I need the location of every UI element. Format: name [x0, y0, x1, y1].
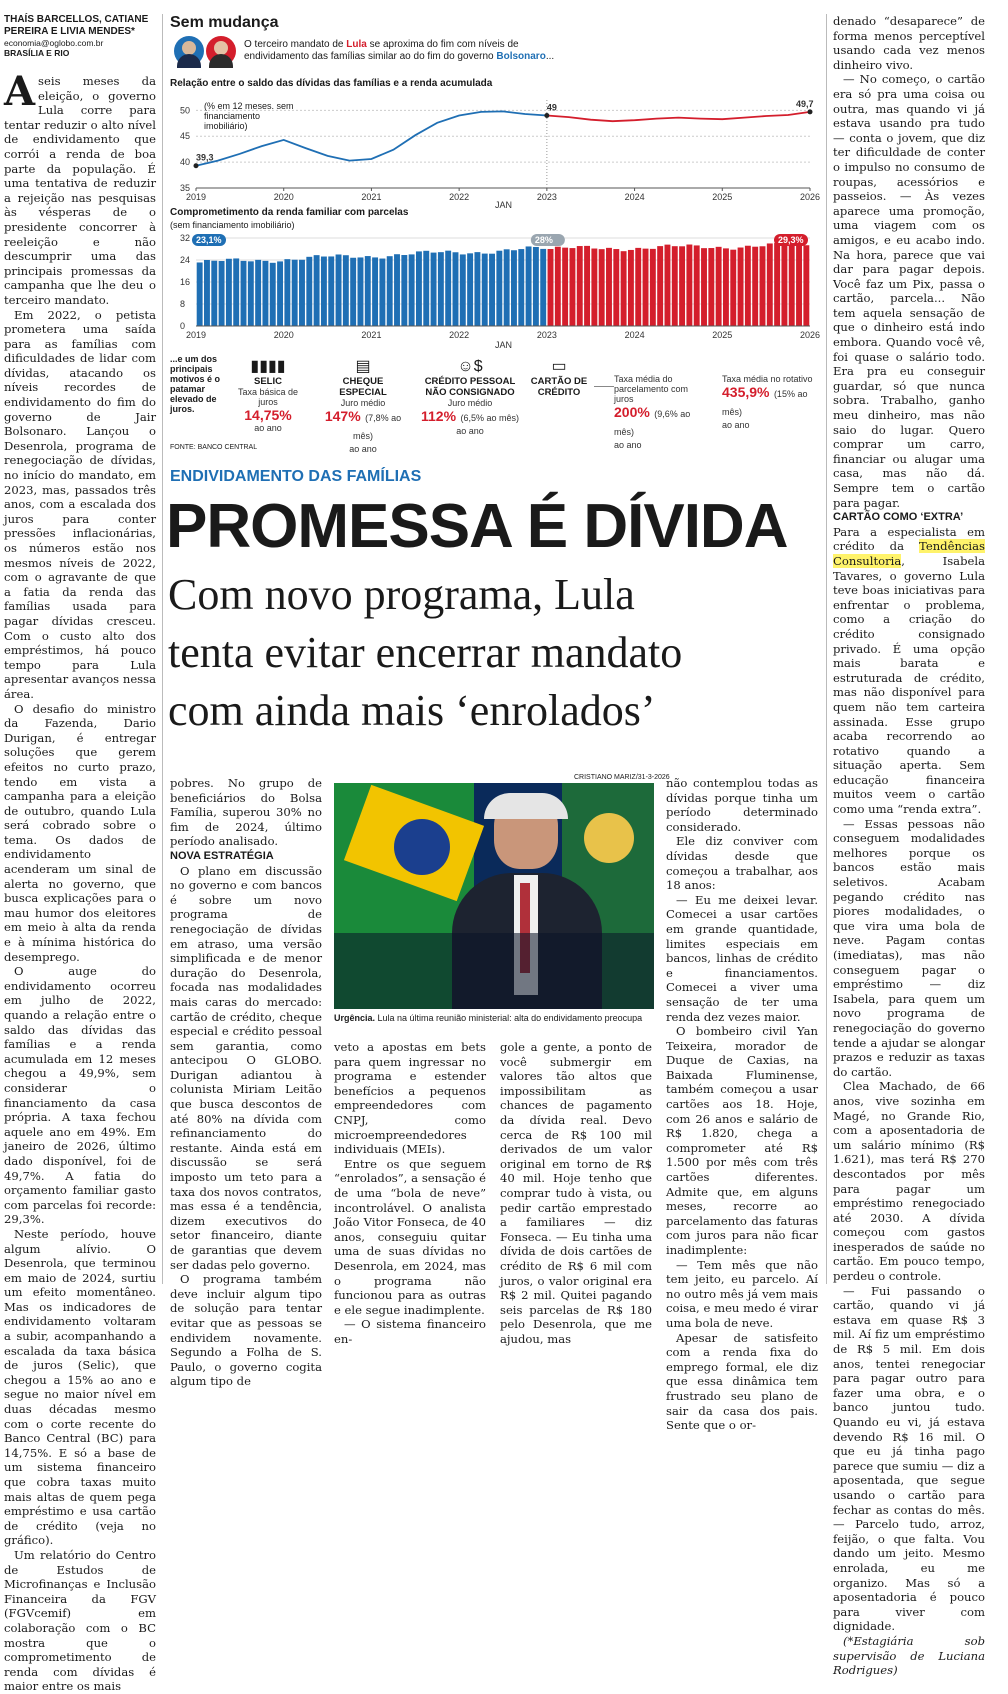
bar-chart-icon: ▮▮▮▮ — [250, 358, 286, 375]
x-tick-label: 2021 — [361, 192, 382, 202]
bar — [321, 257, 327, 326]
infographic — [170, 14, 825, 454]
bar — [752, 247, 758, 326]
photo-credit: CRISTIANO MARIZ/31-3-2026 — [574, 774, 670, 781]
cheque-value: 147% — [324, 408, 361, 424]
bar — [738, 248, 744, 326]
bar — [511, 250, 517, 326]
bar — [445, 251, 451, 326]
bar — [635, 248, 641, 326]
headline: PROMESSA É DÍVIDA — [166, 492, 788, 561]
bar — [453, 252, 459, 326]
stat-cheque-especial: ▤ CHEQUE ESPECIAL Juro médio 147% (7,8% ao mês) ao ano — [318, 358, 408, 454]
bar — [284, 259, 290, 326]
bar — [657, 246, 663, 326]
bar — [431, 253, 437, 326]
data-label: 39,3 — [196, 152, 214, 163]
bar — [299, 260, 305, 326]
data-point — [544, 113, 549, 118]
bar — [248, 261, 254, 326]
bar-chart-note: (sem financiamento imobiliário) — [170, 220, 295, 230]
col6-paragraph: — Essas pessoas não conseguem modalidades melhores porque os bancos estão mais seletivos. Acabam pegando crédito nas piores modalidades, o que vira uma bola de neve. Pagam contas (imediatas), mas não conseguem pagar o empréstimo — diz Isabela, para quem um novo programa de renegociação do governo tende a ajudar se alongar prazos e reduzir as taxas do cartão. — [833, 816, 985, 1079]
y-tick-label: 0 — [180, 321, 186, 331]
bar — [277, 261, 283, 326]
bar — [599, 249, 605, 326]
bar — [387, 256, 393, 326]
bar — [350, 258, 356, 326]
bar — [460, 254, 466, 326]
bar — [211, 261, 217, 326]
bar — [621, 251, 627, 326]
bar — [643, 249, 649, 326]
bar — [504, 249, 510, 326]
bar — [233, 258, 239, 326]
bar — [489, 254, 495, 326]
bar — [760, 246, 766, 326]
x-tick-label: 2024 — [624, 192, 645, 202]
bar — [328, 256, 334, 326]
x-tick-label: 2026 — [800, 330, 821, 340]
stats-intro: ...e um dos principais motivos é o patamar elevado de juros. — [170, 354, 221, 414]
y-tick-label: 32 — [180, 233, 191, 243]
article-column-4 — [500, 1040, 652, 1346]
byline-authors: THAÍS BARCELLOS, CATIANE PEREIRA E LIVIA MENDES* — [4, 14, 149, 37]
col6-paragraph: — Fui passando o cartão, quando vi já estava em quase R$ 3 mil. Aí fiz um empréstimo de R$ 5 mil. Em dois anos, tentei renegociar para pagar outro para fazer uma obra, e o banco juntou tudo. Quando eu vi, já estava devendo R$ 16 mil. O que eu já tinha pago parece que sumiu — diz a aposentada, que segue usando o cartão para fechar as contas do mês. — Parcelo tudo, arroz, feijão, o que falta. Vou dando um jeito. Mesmo enrolada, eu me organizo. Mas só a aposentadoria é pouco para viver com dignidade. — [833, 1283, 985, 1634]
col5-paragraph: Apesar de satisfeito com a renda fixa do emprego formal, ele diz que essa dinâmica tem frustrado seu plano de sair da casa dos pais. Sente que o or- — [666, 1330, 818, 1433]
bar — [533, 247, 539, 326]
data-point — [194, 163, 199, 168]
article-column-5 — [666, 776, 818, 1433]
bar — [650, 249, 656, 326]
col1-paragraph: Neste período, houve algum alívio. O Desenrola, que terminou em maio de 2024, surtiu um efeito momentâneo. Mas os indicadores de endividamento voltaram a subir, acompanhando a escalada da taxa básica de juros (Selic), que chegou a 15% ao ano e segue no maior nível em duas décadas mesmo com o corte recente do Banco Central (BC) para 14,75%. E só a base de um sistema financeiro que cobra taxas muito mais altas de quem pega empréstimo e usa cartão de crédito (veja no gráfico). — [4, 1226, 156, 1548]
selic-value: 14,75% — [244, 407, 292, 423]
byline — [4, 14, 162, 58]
stat-selic: ▮▮▮▮ SELIC Taxa básica de juros 14,75% ao ano — [232, 358, 304, 433]
bar — [372, 257, 378, 326]
col1-paragraph: Em 2022, o petista prometera uma saída para as famílias com dificuldades de lidar com dívidas, atacando os níveis recordes de endividamento do fim do governo de Jair Bolsonaro. Lançou o Desenrola, programa de renegociação de dívidas, no início do mandato, em 2023, mas, passados três anos, com a escalada dos juros para conter pressões inflacionárias, os números estão nos mesmos níveis de 2022, com o agravante de que a fatia da renda das famílias usada para pagar dívidas cresceu. Com o custo alto dos empréstimos, há pouco tempo para Lula apresentar avanços nessa área. — [4, 307, 156, 701]
col5-paragraph: não contemplou todas as dívidas porque tinha um período determinado considerado. — [666, 776, 818, 834]
bar — [796, 243, 802, 326]
col2-paragraph: O plano em discussão no governo e com bancos é sobre um novo programa de renegociação de dívidas em atraso, uma versão simplificada e de menor duração do Desenrola, focada nas modalidades mais caras do mercado: cartão de crédito, cheque especial e crédito pessoal sem garantia, como antecipou O GLOBO. Durigan adiantou à colunista Miriam Leitão que busca descontos de até 80% na dívida com refinanciamento do restante. Ainda está em discussão se será imposto um teto para a taxa dos novos contratos, mas essa é a tendência, dizem executivos do setor financeiro, diante de garantias que devem ser dadas pelo governo. — [170, 863, 322, 1272]
infographic-intro: O terceiro mandato de Lula se aproxima do fim com níveis de endividamento das famílias similar ao do fim do governo Bolsonaro... — [244, 39, 555, 62]
bar — [613, 249, 619, 326]
bar — [474, 252, 480, 326]
bolsonaro-avatar — [174, 36, 204, 66]
intro-lula: Lula — [346, 39, 367, 50]
x-tick-label: 2019 — [186, 330, 207, 340]
source: FONTE: BANCO CENTRAL — [170, 444, 258, 451]
bar — [577, 246, 583, 326]
col6-paragraph: denado “desaparece” de forma menos perceptível usando cada vez menos dinheiro vivo. — [833, 14, 985, 72]
bar — [606, 248, 612, 326]
y-tick-label: 8 — [180, 299, 186, 309]
bar — [716, 247, 722, 326]
bar — [401, 255, 407, 326]
stat-cartao: ▭ CARTÃO DE CRÉDITO — [526, 358, 592, 398]
bar — [708, 248, 714, 326]
x-tick-label: 2021 — [361, 330, 382, 340]
article-column-3 — [334, 1040, 486, 1346]
bar — [548, 249, 554, 326]
bar — [745, 246, 751, 326]
kicker: ENDIVIDAMENTO DAS FAMÍLIAS — [170, 468, 422, 485]
x-axis-mark: JAN — [495, 200, 513, 210]
data-label: 49,7 — [796, 98, 814, 109]
bar — [204, 260, 210, 326]
col3-paragraph: Entre os que seguem “enrolados”, a sensação é de uma “bola de neve” incontrolável. O analista João Vitor Fonseca, de 40 anos, conseguiu quitar uma de suas dívidas no Desenrola, em 2024, mas o programa não funcionou para as outras e ele segue inadimplente. — [334, 1156, 486, 1317]
parcelado-value: 200% — [614, 404, 650, 420]
bar — [665, 245, 671, 326]
bar — [394, 254, 400, 326]
bar — [409, 254, 415, 326]
y-tick-label: 16 — [180, 277, 191, 287]
y-tick-label: 50 — [180, 105, 191, 116]
bar — [789, 245, 795, 326]
bar — [358, 257, 364, 326]
bar — [526, 246, 532, 326]
line-chart-note: (% em 12 meses. sem financiamento imobiliário) — [204, 101, 294, 131]
bar — [219, 261, 225, 326]
col6-paragraph: Clea Machado, de 66 anos, vive sozinha em Magé, no Grande Rio, com a aposentadoria de um salário mínimo (R$ 1.621), mas terá R$ 270 descontados por mês para pagar um empréstimo renegociado até 2030. A dívida começou com gastos inesperados de saúde no cartão. Em pouco tempo, perdeu o controle. — [833, 1079, 985, 1284]
bar — [723, 248, 729, 326]
bar — [438, 252, 444, 326]
col1-paragraph: O desafio do ministro da Fazenda, Dario Durigan, é entregar soluções que gerem efeitos no curto prazo, tendo em vista a campanha para a eleição de outubro, quando Lula será cobrado sobre o tema. Os dados de endividamento acenderam um sinal de alerta no governo, que busca explicações para o mau humor dos eleitores em meio à alta da renda e à mínima histórica do desemprego. — [4, 701, 156, 964]
bar — [365, 256, 371, 326]
infographic-title: Sem mudança — [170, 14, 279, 31]
col4-paragraph: gole a gente, a ponto de você submergir em valores tão altos que impossibilitam as chances de pagamento da dívida real. Devo cerca de R$ 100 mil derivados de um valor original em torno de R$ 40 mil. Hoje tenho que comprar tudo à vista, ou pedir cartão emprestado a familiares — diz Fonseca. — Eu tinha uma dívida de dois cartões de crédito de R$ 6 mil com juros, o valor original era R$ 2 mil. Quitei pagando seis parcelas de R$ 180 pelo Desenrola, que me ajudou, mas — [500, 1040, 652, 1346]
bar — [767, 243, 773, 326]
col3-paragraph: — O sistema financeiro en- — [334, 1317, 486, 1346]
x-tick-label: 2023 — [536, 192, 557, 202]
drop-cap: A — [4, 68, 36, 115]
bar — [197, 262, 203, 326]
x-tick-label: 2024 — [624, 330, 645, 340]
x-tick-label: 2025 — [712, 330, 733, 340]
bar — [416, 251, 422, 326]
bar — [336, 254, 342, 326]
y-tick-label: 35 — [180, 183, 191, 193]
col5-paragraph: Ele diz conviver com dívidas desde que começou a trabalhar, aos 18 anos: — [666, 834, 818, 893]
value-badge-label: 23,1% — [196, 235, 222, 245]
bar — [379, 259, 385, 326]
person-money-icon: ☺$ — [457, 358, 483, 375]
column-divider — [826, 14, 827, 1284]
lula-avatar — [206, 36, 236, 66]
bar — [562, 248, 568, 326]
x-tick-label: 2022 — [449, 330, 470, 340]
footnote: (*Estagiária sob supervisão de Luciana Rodrigues) — [833, 1633, 985, 1678]
subhead: CARTÃO COMO ‘EXTRA’ — [833, 511, 964, 524]
bar — [672, 246, 678, 326]
stat-parcelamento: Taxa média do parcelamento com juros 200% (9,6% ao mês) ao ano — [614, 374, 691, 450]
bar — [555, 247, 561, 326]
data-label: 49 — [546, 102, 557, 113]
y-tick-label: 24 — [180, 255, 191, 265]
article-column-1 — [4, 68, 156, 1694]
bar — [803, 245, 809, 326]
stat-credito-pessoal: ☺$ CRÉDITO PESSOAL NÃO CONSIGNADO Juro médio 112% (6,5% ao mês) ao ano — [420, 358, 520, 436]
bar — [569, 248, 575, 326]
bar — [270, 263, 276, 326]
bar — [423, 251, 429, 326]
data-point — [808, 109, 813, 114]
bar — [679, 246, 685, 326]
bar — [262, 261, 268, 326]
bar-chart — [170, 232, 825, 352]
col5-paragraph: O bombeiro civil Yan Teixeira, morador de Duque de Caxias, na Baixada Fluminense, também começou a usar cartões aos 18. Hoje, com 26 anos e salário de R$ 1.820, chega a comprometer até R$ 1.500 por mês com três cartões diferentes. Admite que, em alguns meses, recorre ao parcelamento das faturas com juros para não ficar inadimplente: — [666, 1024, 818, 1257]
intro-bolsonaro: Bolsonaro — [496, 51, 546, 62]
x-axis-mark: JAN — [495, 340, 513, 350]
rotativo-value: 435,9% — [722, 384, 770, 400]
credit-card-icon: ▭ — [551, 358, 567, 375]
x-tick-label: 2023 — [536, 330, 557, 340]
col6-paragraph: Para a especialista em crédito da Tendências Consultoria, Isabela Tavares, o governo Lula teve boas iniciativas para enfrentar o problema, como a criação do crédito consignado privado. É uma opção mais barata e estruturada de crédito, mas não disponível para quem não tem carteira assinada. Esse grupo acaba recorrendo ao rotativo quando a situação aperta. Sem educação financeira muitos veem o cartão como uma “renda extra”. — [833, 524, 985, 817]
col1-paragraph: O auge do endividamento ocorreu em julho de 2022, quando a relação entre o saldo das dívidas das famílias e a renda acumulada em 12 meses chegou a 49,9%, sem considerar o financiamento da casa própria. A taxa fechou aquele ano em 49%. Em janeiro de 2026, último dado disponível, foi de 49,7%. A fatia do orçamento familiar gasto com parcelas foi recorde: 29,3%. — [4, 964, 156, 1227]
deck: Com novo programa, Lula tenta evitar encerrar mandato com ainda mais ‘enrolados’ — [168, 570, 683, 735]
x-tick-label: 2019 — [186, 192, 207, 202]
bar — [314, 255, 320, 326]
value-badge-label: 29,3% — [778, 235, 804, 245]
y-tick-label: 40 — [180, 157, 191, 168]
col1-paragraph: seis meses da eleição, o governo Lula corre para tentar reduzir o alto nível de endividamento que corrói a renda de boa parte da população. É uma tentativa de reduzir a rejeição nas pesquisas às vésperas de o presidente concorrer à reeleição e não descumprir uma das principais promessas da campanha que lhe deu o terceiro mandato. — [4, 74, 156, 307]
column-divider — [162, 14, 163, 1284]
photo — [334, 783, 654, 1009]
col1-paragraph: Um relatório do Centro de Estudos de Microfinanças e Inclusão Financeira da FGV (FGVcemif) em colaboração com o BC mostra que o comprometimento de renda com dívidas é maior entre os mais — [4, 1547, 156, 1694]
col3-paragraph: veto a apostas em bets para quem ingressar no programa e estender benefícios a pequenos empreendedores com CNPJ, como microempreendedores individuais (MEIs). — [334, 1040, 486, 1157]
bar — [628, 250, 634, 326]
stat-rotativo: Taxa média no rotativo 435,9% (15% ao mês) ao ano — [722, 374, 813, 430]
col2-paragraph: O programa também deve incluir algum tipo de solução para tentar evitar que as pessoas se endividem novamente. Segundo a Folha de S. Paulo, o governo cogita algum tipo de — [170, 1272, 322, 1389]
article-column-6 — [833, 14, 985, 1678]
bar — [292, 260, 298, 326]
bar — [518, 249, 524, 326]
x-tick-label: 2020 — [273, 330, 294, 340]
bar — [591, 249, 597, 326]
bar — [306, 257, 312, 326]
line-chart-title: Relação entre o saldo das dívidas das famílias e a renda acumulada — [170, 78, 493, 89]
col6-paragraph: — No começo, o cartão era só pra uma coisa ou outra, mas quando vi já estava usando pra tudo — conta o jovem, que diz ter dificuldade de conter o impulso no consumo de roupas, acessórios e passeios. — Às vezes aparece uma promoção, uma viagem com os amigos, e eu acabo indo. Na hora, parece que vai dar para pagar depois. Você faz um Pix, passa o cartão, parcela... Não tem aquela sensação de que o dinheiro está indo embora. Quando você vê, foi quase o salário todo. Era pra eu conseguir guardar, só que nunca sobra. Trabalho, ganho meu dinheiro, mas não saio do lugar. Quero comprar um carro, financiar ou alugar uma casa, mas não dá. Sempre tem o cartão para pagar. — [833, 72, 985, 510]
x-tick-label: 2020 — [273, 192, 294, 202]
bar — [482, 254, 488, 326]
byline-email[interactable]: economia@oglobo.com.br — [4, 38, 104, 48]
bar — [241, 261, 247, 326]
bar — [226, 259, 232, 326]
bar — [343, 255, 349, 326]
highlighted-text[interactable]: Tendências Consultoria — [833, 539, 985, 568]
col5-paragraph: — Tem mês que não tem jeito, eu parcelo. Aí no outro mês já vem mais coisa, e meu medo é virar uma bola de neve. — [666, 1257, 818, 1330]
bar — [255, 260, 261, 326]
series-line-lula — [547, 112, 810, 121]
x-tick-label: 2022 — [449, 192, 470, 202]
bar — [781, 245, 787, 326]
bar — [774, 243, 780, 326]
bar — [694, 245, 700, 326]
credito-value: 112% — [420, 408, 457, 424]
y-tick-label: 45 — [180, 131, 191, 142]
x-tick-label: 2026 — [800, 192, 821, 202]
article-column-2 — [170, 776, 322, 1389]
value-badge-label: 28% — [534, 235, 553, 245]
subhead: NOVA ESTRATÉGIA — [170, 849, 274, 862]
bar — [467, 253, 473, 326]
x-tick-label: 2025 — [712, 192, 733, 202]
bar-chart-title: Comprometimento da renda familiar com parcelas — [170, 207, 409, 218]
bar — [730, 250, 736, 326]
photo-caption: Urgência. Lula na última reunião ministerial: alta do endividamento preocupa — [334, 1013, 643, 1023]
bar — [496, 251, 502, 326]
bar — [701, 248, 707, 326]
checkbook-icon: ▤ — [355, 358, 371, 375]
col5-paragraph: — Eu me deixei levar. Comecei a usar cartões em grande quantidade, limites especiais em bancos, linhas de crédito e financiamentos. Comecei a viver uma sensação de ter uma renda dez vezes maior. — [666, 892, 818, 1024]
bar — [686, 245, 692, 326]
bar — [584, 246, 590, 326]
bar — [540, 249, 546, 326]
col2-paragraph: pobres. No grupo de beneficiários do Bolsa Família, superou 30% no fim de 2024, último período analisado. — [170, 776, 322, 849]
byline-location: BRASÍLIA E RIO — [4, 48, 70, 58]
